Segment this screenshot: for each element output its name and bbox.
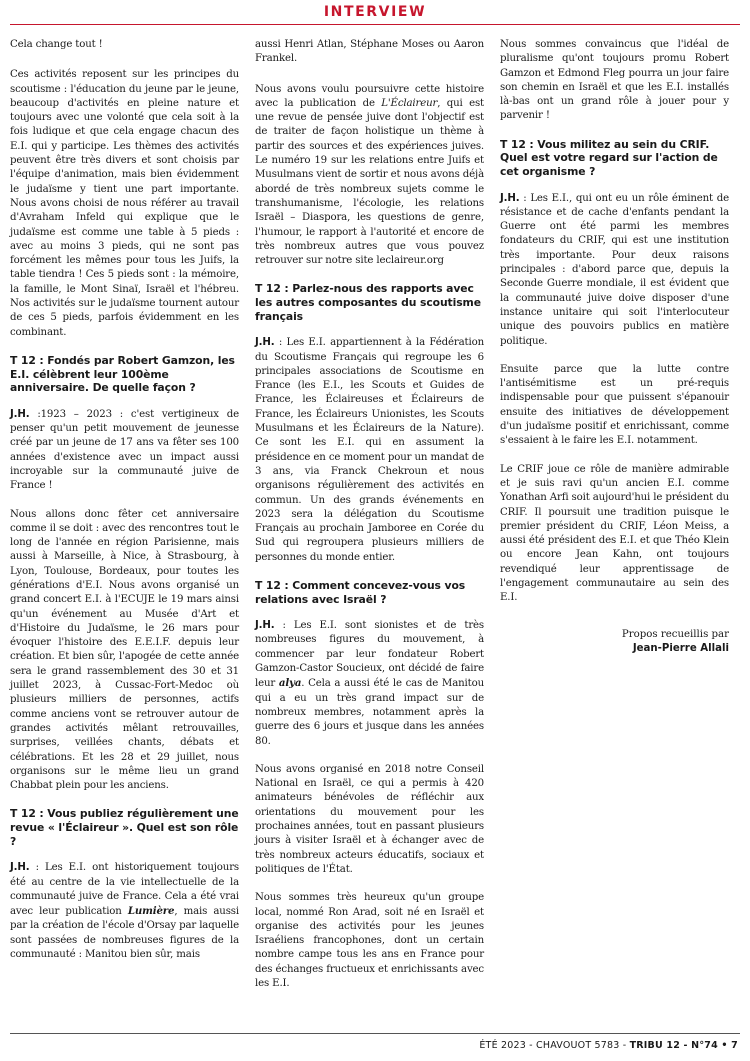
question-heading: T 12 : Comment concevez-vous vos relations avec Israël ?	[255, 578, 466, 606]
paragraph	[255, 83, 484, 269]
section-title: INTERVIEW	[323, 4, 427, 20]
speaker-label: J.H.	[10, 408, 30, 420]
answer-paragraph	[10, 861, 239, 962]
publication-title: Lumière	[127, 905, 175, 918]
publication-title: L'Éclaireur	[381, 97, 438, 109]
paragraph: aussi Henri Atlan, Stéphane Moses ou Aaron Frankel.	[255, 39, 484, 65]
byline	[500, 628, 729, 656]
speaker-label: J.H.	[255, 337, 275, 349]
speaker-label: J.H.	[500, 192, 520, 204]
header-rule	[10, 24, 740, 25]
answer-text: : Les E.I., qui ont eu un rôle éminent de résistance et de cache d'enfants pendant la Guerre ont été parmi les membres fondateurs du CRIF, qui est une institution très importante. Pour deux raisons principales : d'abord parce que, depuis la Seconde Guerre mondiale, il est évident que la communauté juive doive disposer d'une instance unitaire qui soit l'interlocuteur unique des pouvoirs publics en matière politique.	[500, 192, 729, 347]
page-footer	[479, 1040, 738, 1051]
paragraph: Cela change tout !	[10, 39, 103, 50]
paragraph: Nous avons organisé en 2018 notre Conseil National en Israël, ce qui a permis à 420 animateurs bénévoles de réfléchir aux orientations du mouvement pour les prochaines années, tout en passant plusieurs jours à visiter Israël et à échanger avec de très nombreux acteurs éducatifs, sociaux et politiques de l'État.	[255, 763, 484, 875]
question-heading: T 12 : Vous militez au sein du CRIF. Quel est votre regard sur l'action de cet organisme ?	[500, 137, 718, 178]
column-1	[10, 38, 239, 976]
answer-text: . Cela a aussi été le cas de Manitou qui a eu un très grand impact sur de nombreux membres, notamment après la guerre des 6 jours et jusque dans les années 80.	[255, 678, 484, 747]
speaker-label: J.H.	[10, 862, 30, 874]
page-header	[0, 0, 750, 30]
paragraph: Le CRIF joue ce rôle de manière admirable et je suis ravi qu'un ancien E.I. comme Yonathan Arfi soit aujourd'hui le président du CRIF. Il poursuit une tradition puisque le premier président du CRIF, Léon Meiss, a aussi été président des E.I. et que Théo Klein ou encore Jean Kahn, ont toujours revendiqué leur apprentissage de l'engagement communautaire au sein des E.I.	[500, 463, 729, 604]
answer-paragraph	[255, 336, 484, 565]
hebrew-term: alya	[278, 677, 302, 690]
issue-info: ÉTÉ 2023 - CHAVOUOT 5783 -	[479, 1040, 630, 1051]
speaker-label: J.H.	[255, 620, 275, 632]
answer-text: , mais aussi par la création de l'école d'Orsay par laquelle sont passées de nombreuses figures de la communauté : Manitou bien sûr, mais	[10, 906, 239, 960]
column-2	[255, 38, 484, 1005]
paragraph: Nous sommes très heureux qu'un groupe local, nommé Ron Arad, soit né en Israël et organise des activités pour les jeunes Israéliens francophones, dont un certain nombre campe tous les ans en France pour des échanges fructueux et enrichissants avec les E.I.	[255, 892, 484, 989]
paragraph: Nous sommes convaincus que l'idéal de pluralisme qu'ont toujours promu Robert Gamzon et Edmond Fleg pourra un jour faire son chemin en Israël et que les E.I. installés là-bas ont un grand rôle à jouer pour y parvenir !	[500, 39, 729, 122]
answer-paragraph	[500, 192, 729, 349]
footer-rule	[10, 1033, 740, 1034]
answer-paragraph	[255, 619, 484, 749]
answer-paragraph	[10, 408, 239, 494]
paragraph: Ces activités reposent sur les principes du scoutisme : l'éducation du jeune par le jeune, beaucoup d'activités en pleine nature et toujours avec une volonté que cela soit à la fois ludique et que cela engage chacun des E.I. qui y participe. Les thèmes des activités peuvent être très divers et sont choisis par l'équipe d'animation, mais bien évidemment le judaïsme y tient une part importante. Nous avons choisi de nous référer au travail d'Avraham Infeld qui explique que le judaïsme est comme une table à 5 pieds : avec au moins 3 pieds, qui ne sont pas forcément les mêmes pour tous les Juifs, la table tiendra ! Ces 5 pieds sont : la mémoire, la famille, le Mont Sinaï, Israël et l'hébreu. Nos activités sur le judaïsme tournent autour de ces 5 pieds, parfois évidemment en les combinant.	[10, 69, 239, 338]
byline-label: Propos recueillis par	[621, 628, 729, 640]
answer-text: : Les E.I. appartiennent à la Fédération du Scoutisme Français qui regroupe les 6 principales associations de Scoutisme en France (les E.I., les Scouts et Guides de France, les Éclaireuses et Éclaireurs de France, les Éclaireurs Unionistes, les Scouts Musulmans et les Éclaireurs de la Nature). Ce sont les E.I. qui en assument la présidence en ce moment pour un mandat de 3 ans, via Franck Chekroun et nous organisons régulièrement des activités en commun. Un des grands événements en 2023 sera la délégation du Scoutisme Français au prochain Jamboree en Corée du Sud qui regroupera plusieurs milliers de personnes du monde entier.	[255, 337, 484, 563]
author-name: Jean-Pierre Allali	[632, 642, 729, 654]
column-3	[500, 38, 729, 656]
question-heading: T 12 : Fondés par Robert Gamzon, les E.I. célèbrent leur 100ème anniversaire. De quelle façon ?	[10, 353, 235, 395]
magazine-page-number: TRIBU 12 - N°74 • 7	[629, 1040, 738, 1051]
paragraph: Ensuite parce que la lutte contre l'antisémitisme est un pré-requis indispensable pour que puissent s'épanouir ensuite des initiatives de développement d'un judaïsme positif et enrichissant, comme s'essaient à le faire les E.I. notamment.	[500, 363, 729, 447]
paragraph: Nous allons donc fêter cet anniversaire comme il se doit : avec des rencontres tout le long de l'année en région Parisienne, mais aussi à Marseille, à Nice, à Strasbourg, à Lyon, Toulouse, Bordeaux, pour toutes les générations d'E.I. Nous avons organisé un grand concert E.I. à l'ECUJE le 19 mars ainsi qu'un événement au Musée d'Art et d'Histoire du Judaïsme, le 26 mars pour évoquer l'histoire des E.E.I.F. depuis leur création. Et bien sûr, l'apogée de cette année sera le grand rassemblement des 30 et 31 juillet 2023, à Cussac-Fort-Medoc où plusieurs milliers de personnes, actifs comme anciens vont se retrouver autour de grandes activités mêlant retrouvailles, surprises, veillées chants, débats et célébrations. Et les 28 et 29 juillet, nous organisons sur le même lieu un grand Chabbat plein pour les anciens.	[10, 508, 239, 792]
answer-text: :1923 – 2023 : c'est vertigineux de penser qu'un petit mouvement de jeunesse créé par un jeune de 17 ans va fêter ses 100 années d'existence avec un impact aussi incroyable sur la communauté juive de France !	[10, 408, 239, 492]
question-heading: T 12 : Parlez-nous des rapports avec les autres composantes du scoutisme français	[255, 282, 481, 323]
paragraph-text: , qui est une revue de pensée juive dont l'objectif est de traiter de façon holistique un thème à partir des sources et des expériences juives. Le numéro 19 sur les relations entre Juifs et Musulmans vient de sortir et nous avons déjà abordé de très nombreux sujets comme le transhumanisme, l'écologie, les relations Israël – Diaspora, les questions de genre, l'humour, le rapport à l'autorité et encore de très nombreux autres que vous pouvez retrouver sur notre site leclaireur.org	[255, 97, 484, 267]
answer-text: : Les E.I. sont sionistes et de très nombreuses figures du mouvement, à commencer par leur fondateur Robert Gamzon-Castor Soucieux, ont décidé de faire leur	[255, 620, 484, 690]
question-heading: T 12 : Vous publiez régulièrement une revue « l'Éclaireur ». Quel est son rôle ?	[10, 807, 239, 848]
answer-text: : Les E.I. ont historiquement toujours été au centre de la vie intellectuelle de la communauté juive de France. Cela a été vrai avec leur publication	[10, 862, 239, 918]
paragraph-text: Nous avons voulu poursuivre cette histoire avec la publication de	[255, 83, 484, 109]
